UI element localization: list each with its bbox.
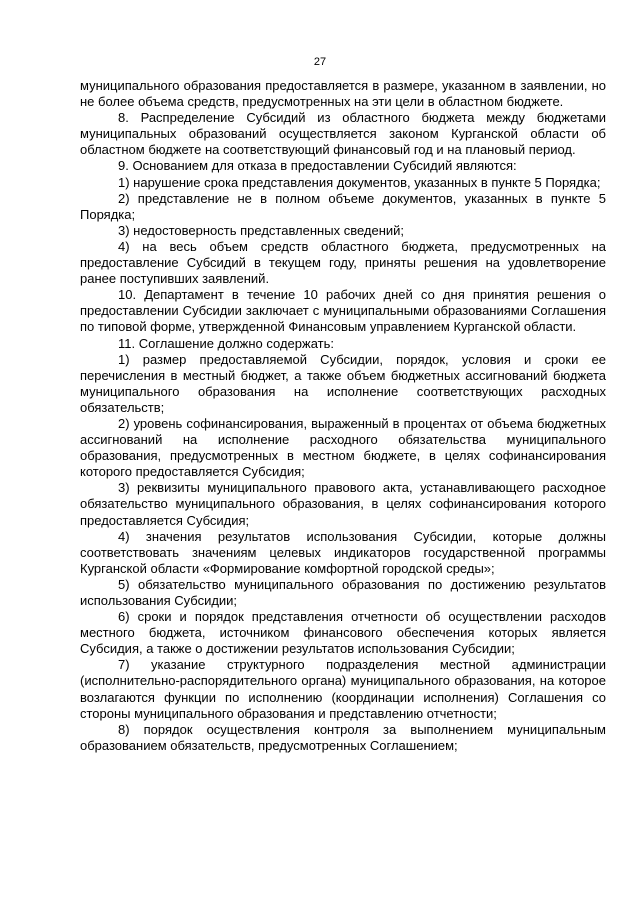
clause-11-item-6: 6) сроки и порядок представления отчетности об осуществлении расходов местного бюджета, источником финансового обеспечения которых является Субсидия, а также о достижении результатов использования Субсидии;: [80, 609, 606, 657]
clause-8: 8. Распределение Субсидий из областного бюджета между бюджетами муниципальных образований осуществляется законом Курганской области об областном бюджете на соответствующий финансовый год и на плановый период.: [80, 110, 606, 158]
clause-9-item-1: 1) нарушение срока представления документов, указанных в пункте 5 Порядка;: [118, 174, 601, 190]
clause-9-item-3: 3) недостоверность представленных сведений;: [118, 222, 405, 238]
clause-11-item-3: 3) реквизиты муниципального правового акта, устанавливающего расходное обязательство муниципального образования, в целях софинансирования которого предоставляется Субсидия;: [80, 480, 606, 528]
clause-11-item-5: 5) обязательство муниципального образования по достижению результатов использования Субсидии;: [80, 576, 606, 608]
paragraph-continuation: муниципального образования предоставляется в размере, указанном в заявлении, но не более объема средств, предусмотренных на эти цели в областном бюджете.: [80, 78, 606, 110]
clause-9-item-4: 4) на весь объем средств областного бюджета, предусмотренных на предоставление Субсидий в текущем году, приняты решения на удовлетворение ранее поступивших заявлений.: [80, 238, 606, 287]
page-number: 27: [313, 56, 327, 68]
clause-9-item-2: 2) представление не в полном объеме документов, указанных в пункте 5 Порядка;: [80, 190, 606, 222]
clause-10: 10. Департамент в течение 10 рабочих дней со дня принятия решения о предоставлении Субсидии заключает с муниципальными образованиями Соглашения по типовой форме, утвержденной Финансовым управлением Курганской области.: [80, 287, 606, 335]
clause-11-item-8: 8) порядок осуществления контроля за выполнением муниципальным образованием обязательств, предусмотренных Соглашением;: [80, 721, 606, 753]
clause-11: 11. Соглашение должно содержать:: [118, 335, 334, 351]
clause-11-item-7: 7) указание структурного подразделения местной администрации (исполнительно-распорядительного органа) муниципального образования, на которое возлагаются функции по исполнению (координации исполнения) Соглашения со стороны муниципального образования и представлению отчетности;: [80, 657, 606, 721]
clause-9: 9. Основанием для отказа в предоставлении Субсидий являются:: [118, 158, 517, 174]
clause-11-item-2: 2) уровень софинансирования, выраженный в процентах от объема бюджетных ассигнований на исполнение расходного обязательства муниципального образования, предусмотренных в местном бюджете, в целях софинансирования которого предоставляется Субсидия;: [80, 415, 606, 480]
clause-11-item-4: 4) значения результатов использования Субсидии, которые должны соответствовать значениям целевых индикаторов государственной программы Курганской области «Формирование комфортной городской среды»;: [80, 528, 606, 576]
document-body: [80, 78, 606, 754]
clause-11-item-1: 1) размер предоставляемой Субсидии, порядок, условия и сроки ее перечисления в местный бюджет, а также объем бюджетных ассигнований бюджета муниципального образования на исполнение соответствующих расходных обязательств;: [80, 351, 606, 415]
